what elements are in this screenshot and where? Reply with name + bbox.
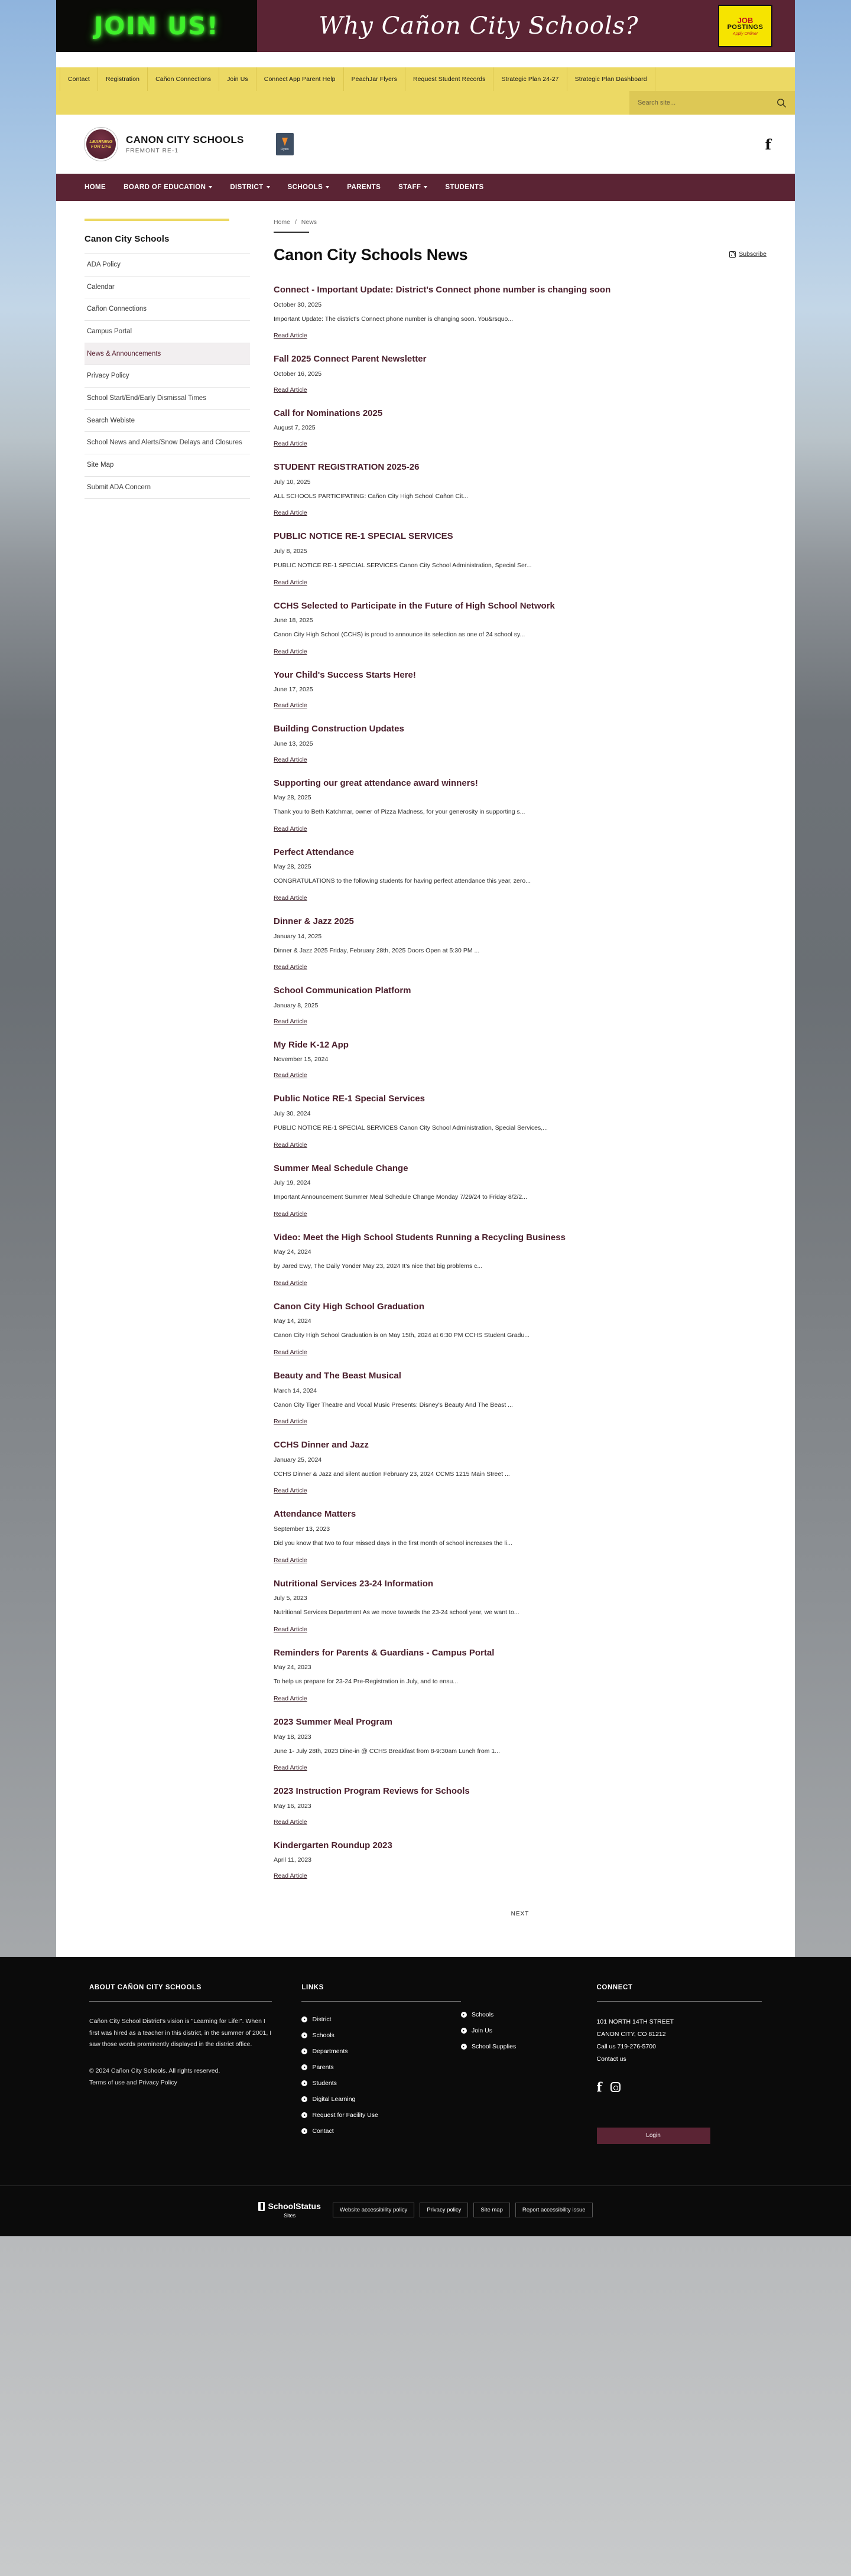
news-article-title[interactable]: 2023 Instruction Program Reviews for Schools: [274, 1786, 470, 1797]
footer-links-column-secondary: [461, 1984, 597, 2144]
arrow-bullet-icon: [461, 2044, 467, 2050]
news-article-date: January 14, 2025: [274, 932, 322, 940]
page-header: [274, 246, 766, 264]
news-article-excerpt: by Jared Ewy, The Daily Yonder May 23, 2024 It’s nice that big problems c...: [274, 1263, 483, 1270]
utility-nav-bar: [56, 67, 795, 115]
news-article-date: May 24, 2023: [274, 1664, 311, 1671]
footer-address-line2: CANON CITY, CO 81212: [596, 2031, 666, 2038]
news-article-title[interactable]: Call for Nominations 2025: [274, 408, 383, 418]
job-badge-line3: Apply Online!: [733, 31, 758, 36]
footer-links-column: [301, 1984, 461, 2144]
news-article-title[interactable]: Attendance Matters: [274, 1509, 356, 1520]
search-icon: [777, 98, 787, 108]
news-article: [274, 1439, 766, 1495]
news-article-date: January 25, 2024: [274, 1456, 322, 1463]
news-article: [274, 1370, 766, 1426]
footer-list-item[interactable]: [461, 2027, 597, 2034]
sidebar-menu: [85, 253, 250, 499]
news-article: [274, 600, 766, 656]
footer-connect-divider: [597, 2001, 762, 2002]
news-article-excerpt: Important Update: The district's Connect phone number is changing soon. You&rsquo...: [274, 315, 514, 323]
news-article-date: March 14, 2024: [274, 1387, 317, 1394]
pagination: [274, 1907, 766, 1921]
arrow-bullet-icon: [301, 2128, 307, 2134]
district-subtitle: FREMONT RE-1: [126, 148, 179, 154]
footer-about-heading: ABOUT CAÑON CITY SCHOOLS: [89, 1984, 202, 1992]
news-article: [274, 1039, 766, 1081]
footer-address-block: [597, 2016, 762, 2066]
arrow-bullet-icon: [301, 2016, 307, 2022]
news-article: [274, 1093, 766, 1149]
job-badge-line1: JOB: [737, 15, 753, 25]
footer-links-divider: [301, 2001, 461, 2002]
news-article: [274, 1508, 766, 1565]
news-article: [274, 916, 766, 972]
utility-link-registration[interactable]: Registration: [98, 67, 148, 91]
nav-label-home: HOME: [85, 184, 106, 191]
crest-text: LEARNING FOR LIFE: [89, 139, 113, 149]
footer-links-heading: LINKS: [301, 1984, 324, 1992]
news-article-date: May 14, 2024: [274, 1318, 311, 1325]
utility-nav-links: [56, 67, 795, 91]
footer-list-item[interactable]: [301, 2080, 461, 2087]
schoolstatus-subtitle: Sites: [284, 2213, 296, 2219]
header-logo-band: [56, 115, 795, 174]
nav-item-parents[interactable]: [347, 184, 381, 191]
news-article-excerpt: PUBLIC NOTICE RE-1 SPECIAL SERVICES Canon City School Administration, Special Ser...: [274, 561, 532, 569]
news-article-excerpt: CONGRATULATIONS to the following students for having perfect attendance this year, zero...: [274, 877, 531, 885]
read-article-link[interactable]: Read Article: [274, 895, 307, 902]
footer-link[interactable]: Join Us: [471, 2027, 492, 2035]
utility-link-strategic-plan-24-27[interactable]: Strategic Plan 24-27: [493, 67, 567, 91]
page-title: Canon City Schools News: [274, 246, 468, 264]
news-article-title[interactable]: Beauty and The Beast Musical: [274, 1371, 401, 1381]
main-column: [268, 219, 766, 1921]
news-article: [274, 985, 766, 1026]
news-article-excerpt: Thank you to Beth Katchmar, owner of Pizza Madness, for your generosity in supporting s...: [274, 808, 525, 816]
arrow-bullet-icon: [301, 2032, 307, 2038]
footer-policy-link[interactable]: Privacy policy: [420, 2203, 468, 2217]
sidebar-link-site-map[interactable]: Site Map: [87, 461, 114, 469]
footer-policy-link[interactable]: Website accessibility policy: [333, 2203, 414, 2217]
news-article-title[interactable]: Your Child's Success Starts Here!: [274, 669, 416, 680]
arrow-bullet-icon: [301, 2080, 307, 2086]
news-article: [274, 1840, 766, 1881]
news-article-date: July 5, 2023: [274, 1595, 307, 1602]
brand-block[interactable]: [126, 134, 244, 154]
news-article-excerpt: June 1- July 28th, 2023 Dine-in @ CCHS Breakfast from 8-9:30am Lunch from 1...: [274, 1747, 500, 1755]
news-article: [274, 1785, 766, 1827]
flyers-label: Flyers: [280, 147, 289, 151]
footer-copyright: © 2024 Cañon City Schools. All rights reserved.: [89, 2067, 220, 2075]
chevron-down-icon: [424, 186, 427, 188]
read-article-link[interactable]: Read Article: [274, 509, 307, 517]
read-article-link[interactable]: Read Article: [274, 1487, 307, 1495]
footer-bottom-bar: [0, 2185, 851, 2236]
footer-link[interactable]: Parents: [312, 2064, 334, 2071]
next-page-button[interactable]: NEXT: [511, 1911, 530, 1918]
footer-contact-us-link[interactable]: Contact us: [596, 2055, 626, 2063]
footer-list-item[interactable]: [301, 2096, 461, 2103]
news-article-title[interactable]: Fall 2025 Connect Parent Newsletter: [274, 354, 427, 365]
job-badge-line2: POSTINGS: [727, 23, 764, 31]
news-article: [274, 1716, 766, 1772]
news-article-date: June 18, 2025: [274, 617, 313, 625]
read-article-link[interactable]: Read Article: [274, 1764, 307, 1772]
district-name: CANON CITY SCHOOLS: [126, 134, 244, 145]
news-article-date: June 13, 2025: [274, 740, 313, 747]
news-article-title[interactable]: Building Construction Updates: [274, 724, 404, 734]
news-article: [274, 669, 766, 711]
peachjar-carrot-icon: [282, 138, 288, 146]
read-article-link[interactable]: Read Article: [274, 702, 307, 710]
breadcrumb-home[interactable]: Home: [274, 219, 291, 226]
sidebar-item-news-announcements[interactable]: [85, 343, 250, 365]
nav-label-board-of-education: BOARD OF EDUCATION: [124, 184, 206, 191]
news-article-date: May 28, 2025: [274, 794, 311, 802]
sidebar-item-canon-connections[interactable]: [85, 298, 250, 320]
news-article-date: May 16, 2023: [274, 1802, 311, 1810]
footer-link[interactable]: Schools: [471, 2011, 494, 2019]
news-article: [274, 778, 766, 834]
main-navigation: [56, 174, 795, 201]
news-article-date: July 8, 2025: [274, 547, 307, 555]
news-article-date: October 16, 2025: [274, 370, 322, 378]
instagram-icon[interactable]: [610, 2082, 621, 2092]
join-us-neon-graphic: JOIN US!: [56, 0, 257, 52]
read-article-link[interactable]: Read Article: [274, 1141, 307, 1149]
login-button[interactable]: Login: [597, 2128, 710, 2144]
footer-list-item[interactable]: [461, 2043, 597, 2050]
utility-link-canon-connections[interactable]: Cañon Connections: [148, 67, 219, 91]
sidebar-link-ada-policy[interactable]: ADA Policy: [87, 261, 121, 268]
news-article: [274, 408, 766, 449]
news-article: [274, 353, 766, 395]
read-article-link[interactable]: Read Article: [274, 578, 307, 586]
news-article-title[interactable]: Public Notice RE-1 Special Services: [274, 1094, 425, 1104]
news-article-date: June 17, 2025: [274, 686, 313, 694]
chevron-down-icon: [326, 186, 329, 188]
news-article: [274, 1163, 766, 1219]
footer-address-line1: 101 NORTH 14TH STREET: [596, 2018, 674, 2026]
footer-columns: [56, 1984, 795, 2185]
footer-list-item[interactable]: [301, 2032, 461, 2039]
sidebar-link-school-start-end-times[interactable]: School Start/End/Early Dismissal Times: [87, 395, 206, 402]
news-article-title[interactable]: Supporting our great attendance award winners!: [274, 778, 478, 788]
read-article-link[interactable]: Read Article: [274, 1279, 307, 1287]
news-article-title[interactable]: Canon City High School Graduation: [274, 1301, 424, 1312]
news-article-date: November 15, 2024: [274, 1056, 329, 1063]
read-article-link[interactable]: Read Article: [274, 440, 307, 448]
read-article-link[interactable]: Read Article: [274, 1872, 307, 1880]
district-crest-logo[interactable]: [85, 128, 118, 161]
news-article-excerpt: PUBLIC NOTICE RE-1 SPECIAL SERVICES Canon City School Administration, Special Services,...: [274, 1124, 548, 1131]
nav-item-board-of-education[interactable]: [124, 184, 212, 191]
utility-link-contact[interactable]: Contact: [60, 67, 98, 91]
news-article: [274, 1301, 766, 1357]
footer-links-list-secondary: [461, 2011, 597, 2050]
news-article-excerpt: Canon City Tiger Theatre and Vocal Music Presents: Disney's Beauty And The Beast ...: [274, 1401, 513, 1409]
news-article: [274, 847, 766, 903]
news-article-title[interactable]: Dinner & Jazz 2025: [274, 916, 354, 927]
sidebar-item-school-start-end-times[interactable]: [85, 387, 250, 409]
read-article-link[interactable]: Read Article: [274, 1017, 307, 1025]
news-article-title[interactable]: Video: Meet the High School Students Running a Recycling Business: [274, 1232, 566, 1243]
sidebar-link-submit-ada-concern[interactable]: Submit ADA Concern: [87, 483, 151, 491]
sidebar-link-canon-connections[interactable]: Cañon Connections: [87, 305, 147, 313]
breadcrumb-separator: /: [294, 219, 297, 226]
chevron-down-icon: [267, 186, 270, 188]
nav-item-home[interactable]: [85, 184, 106, 191]
utility-link-request-student-records[interactable]: Request Student Records: [405, 67, 494, 91]
read-article-link[interactable]: Read Article: [274, 1210, 307, 1218]
news-article-title[interactable]: Kindergarten Roundup 2023: [274, 1840, 392, 1850]
footer-link[interactable]: Request for Facility Use: [312, 2112, 378, 2119]
sidebar-item-ada-policy[interactable]: [85, 253, 250, 276]
footer-about-text: Cañon City School District's vision is "Learning for Life!". When I first was hired as a teacher in this district, in the summer of 2001, I saw those words prominently displayed in the district office.: [89, 2018, 272, 2048]
sidebar-link-privacy-policy[interactable]: Privacy Policy: [87, 372, 129, 380]
news-article-title[interactable]: CCHS Dinner and Jazz: [274, 1440, 369, 1450]
news-article-title[interactable]: Reminders for Parents & Guardians - Campus Portal: [274, 1647, 495, 1658]
footer-connect-heading: CONNECT: [596, 1984, 633, 1992]
read-article-link[interactable]: Read Article: [274, 1418, 307, 1426]
news-article-date: July 30, 2024: [274, 1110, 311, 1117]
schoolstatus-name: SchoolStatus: [268, 2201, 321, 2211]
news-article-title[interactable]: School Communication Platform: [274, 985, 411, 996]
footer-policy-link[interactable]: Site map: [473, 2203, 510, 2217]
news-article-date: October 30, 2025: [274, 301, 322, 308]
sidebar-link-campus-portal[interactable]: Campus Portal: [87, 328, 132, 336]
news-article-title[interactable]: 2023 Summer Meal Program: [274, 1717, 392, 1727]
utility-link-join-us[interactable]: Join Us: [219, 67, 256, 91]
nav-label-students: STUDENTS: [445, 184, 484, 191]
news-article: [274, 461, 766, 518]
news-article-title[interactable]: Nutritional Services 23-24 Information: [274, 1578, 434, 1589]
read-article-link[interactable]: Read Article: [274, 964, 307, 971]
news-article-date: April 11, 2023: [274, 1856, 312, 1864]
footer-phone[interactable]: Call us 719-276-5700: [596, 2043, 656, 2051]
news-article-excerpt: Dinner & Jazz 2025 Friday, February 28th, 2025 Doors Open at 5:30 PM ...: [274, 947, 480, 954]
news-article-excerpt: Did you know that two to four missed days in the first month of school increases the li...: [274, 1539, 512, 1547]
footer-list-item[interactable]: [461, 2011, 597, 2018]
sidebar-link-calendar[interactable]: Calendar: [87, 283, 115, 291]
nav-item-students[interactable]: [445, 184, 483, 191]
news-article-excerpt: Canon City High School Graduation is on May 15th, 2024 at 6:30 PM CCHS Student Gradu...: [274, 1332, 530, 1339]
sidebar-item-search-website[interactable]: [85, 409, 250, 432]
footer-link[interactable]: Contact: [312, 2128, 334, 2135]
banner-spacer: [56, 52, 795, 67]
footer-list-item[interactable]: [301, 2128, 461, 2135]
read-article-link[interactable]: Read Article: [274, 1818, 307, 1826]
footer-policy-link[interactable]: Report accessibility issue: [515, 2203, 593, 2217]
nav-item-district[interactable]: [230, 184, 269, 191]
facebook-icon[interactable]: f: [765, 135, 771, 153]
footer-link[interactable]: Departments: [312, 2048, 348, 2055]
schoolstatus-logo: [258, 2201, 320, 2219]
utility-link-connect-app-parent-help[interactable]: Connect App Parent Help: [256, 67, 344, 91]
footer-social-links: [597, 2081, 762, 2093]
news-article-excerpt: ALL SCHOOLS PARTICIPATING: Cañon City High School Cañon Cit...: [274, 492, 469, 500]
news-article: [274, 723, 766, 765]
footer-list-item[interactable]: [301, 2112, 461, 2119]
nav-item-staff[interactable]: [398, 184, 427, 191]
utility-link-peachjar-flyers[interactable]: PeachJar Flyers: [344, 67, 405, 91]
promo-banner[interactable]: [56, 0, 795, 52]
news-article-title[interactable]: Perfect Attendance: [274, 847, 355, 857]
read-article-link[interactable]: Read Article: [274, 1556, 307, 1564]
sidebar-item-submit-ada-concern[interactable]: [85, 476, 250, 499]
footer-link[interactable]: School Supplies: [471, 2043, 517, 2051]
read-article-link[interactable]: Read Article: [274, 332, 307, 340]
site-footer: [0, 1957, 851, 2236]
subscribe-link[interactable]: [729, 251, 766, 258]
news-article-date: July 10, 2025: [274, 478, 311, 486]
news-article-date: May 18, 2023: [274, 1733, 311, 1741]
search-input[interactable]: [638, 99, 777, 106]
read-article-link[interactable]: Read Article: [274, 648, 307, 655]
nav-label-parents: PARENTS: [347, 184, 381, 191]
peachjar-flyers-icon[interactable]: [276, 133, 294, 155]
arrow-bullet-icon: [301, 2064, 307, 2070]
read-article-link[interactable]: Read Article: [274, 1625, 307, 1633]
arrow-bullet-icon: [461, 2012, 467, 2018]
news-article-date: January 8, 2025: [274, 1001, 319, 1009]
footer-terms-link[interactable]: Terms of use and Privacy Policy: [89, 2079, 177, 2086]
news-article-excerpt: CCHS Dinner & Jazz and silent auction February 23, 2024 CCMS 1215 Main Street ...: [274, 1470, 510, 1478]
footer-list-item[interactable]: [301, 2064, 461, 2071]
footer-links-list-primary: [301, 2016, 461, 2135]
news-article-title[interactable]: PUBLIC NOTICE RE-1 SPECIAL SERVICES: [274, 531, 453, 542]
news-article: [274, 284, 766, 340]
sidebar-item-calendar[interactable]: [85, 276, 250, 298]
news-article-date: August 7, 2025: [274, 424, 316, 432]
news-article-title[interactable]: Connect - Important Update: District's Connect phone number is changing soon: [274, 285, 611, 295]
arrow-bullet-icon: [301, 2112, 307, 2118]
utility-link-strategic-plan-dashboard[interactable]: Strategic Plan Dashboard: [567, 67, 655, 91]
sidebar-link-school-news-alerts[interactable]: School News and Alerts/Snow Delays and Closures: [87, 439, 242, 447]
arrow-bullet-icon: [461, 2028, 467, 2034]
why-canon-city-schools-text: Why Cañon City Schools?: [319, 12, 639, 40]
sidebar-item-school-news-alerts[interactable]: [85, 431, 250, 454]
news-article-title[interactable]: STUDENT REGISTRATION 2025-26: [274, 462, 420, 473]
news-article-date: September 13, 2023: [274, 1525, 330, 1533]
section-sidebar: [85, 219, 268, 1921]
read-article-link[interactable]: Read Article: [274, 386, 307, 393]
breadcrumb-current: News: [301, 219, 317, 226]
read-article-link[interactable]: Read Article: [274, 1695, 307, 1702]
sidebar-item-campus-portal[interactable]: [85, 320, 250, 343]
footer-link[interactable]: Digital Learning: [312, 2096, 356, 2103]
sidebar-item-privacy-policy[interactable]: [85, 365, 250, 387]
search-submit-button[interactable]: [777, 98, 787, 108]
footer-list-item[interactable]: [301, 2048, 461, 2055]
footer-about-column: [89, 1984, 301, 2144]
news-article-title[interactable]: CCHS Selected to Participate in the Future of High School Network: [274, 600, 555, 611]
job-postings-badge[interactable]: [718, 5, 772, 47]
nav-label-schools: SCHOOLS: [287, 184, 323, 191]
news-article-excerpt: Canon City High School (CCHS) is proud to announce its selection as one of 24 school sy...: [274, 631, 525, 639]
footer-policy-links: [333, 2203, 593, 2217]
footer-link[interactable]: Schools: [312, 2032, 334, 2040]
sidebar-link-search-website[interactable]: Search Webiste: [87, 417, 135, 424]
sidebar-item-site-map[interactable]: [85, 454, 250, 476]
nav-label-district: DISTRICT: [230, 184, 264, 191]
read-article-link[interactable]: Read Article: [274, 1349, 307, 1357]
news-article-date: May 28, 2025: [274, 863, 311, 871]
read-article-link[interactable]: Read Article: [274, 1072, 307, 1079]
arrow-bullet-icon: [301, 2096, 307, 2102]
news-article: [274, 531, 766, 587]
breadcrumb-rule: [274, 232, 309, 233]
chevron-down-icon: [209, 186, 212, 188]
footer-about-divider: [89, 2001, 272, 2002]
read-article-link[interactable]: Read Article: [274, 825, 307, 832]
footer-link[interactable]: Students: [312, 2080, 337, 2087]
news-article-excerpt: Important Announcement Summer Meal Schedule Change Monday 7/29/24 to Friday 8/2/2...: [274, 1193, 527, 1201]
news-article-list: [274, 284, 766, 1881]
nav-item-schools[interactable]: [288, 184, 330, 191]
news-article-excerpt: Nutritional Services Department As we move towards the 23-24 school year, we want to...: [274, 1609, 519, 1616]
news-article-excerpt: To help us prepare for 23-24 Pre-Registration in July, and to ensu...: [274, 1678, 459, 1686]
news-article-date: May 24, 2024: [274, 1248, 311, 1256]
subscribe-label: Subscribe: [739, 251, 766, 258]
news-article-title[interactable]: Summer Meal Schedule Change: [274, 1163, 408, 1173]
footer-link[interactable]: District: [312, 2016, 332, 2024]
sidebar-link-news-announcements[interactable]: News & Announcements: [87, 350, 161, 357]
sidebar-heading: Canon City Schools: [85, 234, 170, 244]
news-article-title[interactable]: My Ride K-12 App: [274, 1039, 349, 1050]
schoolstatus-mark-icon: [258, 2202, 265, 2211]
breadcrumb: [274, 219, 766, 232]
footer-connect-column: [597, 1984, 762, 2144]
nav-label-staff: STAFF: [398, 184, 421, 191]
news-article: [274, 1578, 766, 1634]
site-search: [629, 91, 795, 115]
sidebar-accent-rule: [85, 219, 229, 221]
news-article: [274, 1232, 766, 1288]
news-article-date: July 19, 2024: [274, 1179, 311, 1186]
site-shell: [56, 0, 795, 1957]
page-content: [56, 201, 795, 1957]
facebook-icon[interactable]: f: [596, 2080, 602, 2095]
footer-list-item[interactable]: [301, 2016, 461, 2023]
news-article: [274, 1647, 766, 1703]
read-article-link[interactable]: Read Article: [274, 756, 307, 763]
rss-icon: [729, 251, 736, 258]
arrow-bullet-icon: [301, 2048, 307, 2054]
